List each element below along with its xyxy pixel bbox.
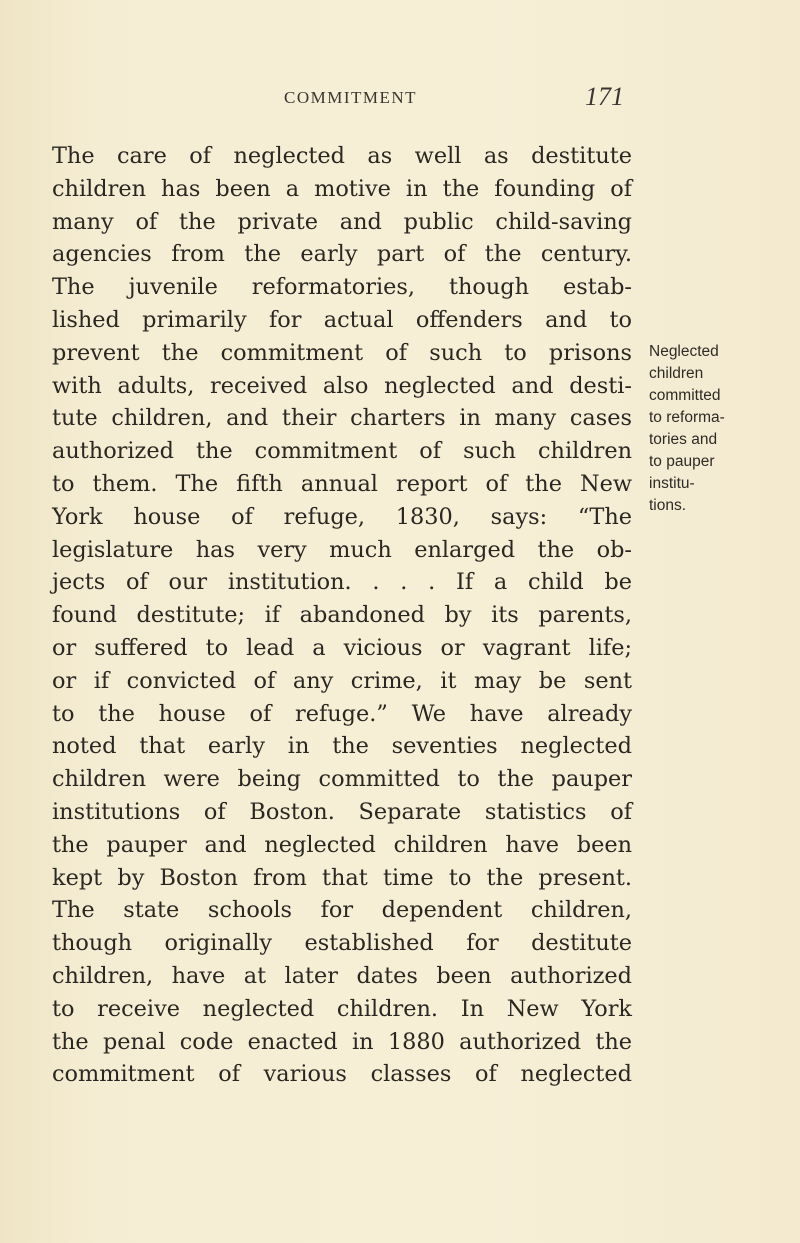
sidenote-line: children (649, 365, 704, 382)
text-line: authorized the commitment of such children (52, 438, 632, 465)
sidenote-line: to pauper (649, 453, 715, 470)
text-line: to receive neglected children. In New York (52, 995, 632, 1022)
sidenote-line: to reforma- (649, 409, 725, 426)
text-line: children were being committed to the pauper (52, 766, 632, 793)
text-line: jects of our institution. . . . If a child be (52, 569, 632, 596)
margin-sidenote (649, 341, 759, 517)
text-line: The care of neglected as well as destitute (52, 143, 632, 169)
text-line: legislature has very much enlarged the ob- (52, 536, 632, 563)
text-line: many of the private and public child-saving (52, 208, 632, 235)
text-line: children has been a motive in the founding of (52, 175, 632, 202)
text-line: institutions of Boston. Separate statistics of (52, 798, 632, 825)
text-line: prevent the commitment of such to prisons (52, 339, 632, 366)
text-line: lished primarily for actual offenders and to (52, 306, 632, 333)
page-number: 171 (585, 82, 624, 111)
running-head (0, 82, 800, 116)
text-line: the penal code enacted in 1880 authorized the (52, 1028, 632, 1055)
text-line: to the house of refuge.” We have already (52, 700, 632, 727)
text-line: The state schools for dependent children, (52, 897, 632, 924)
body-paragraph (52, 140, 632, 1091)
text-line: the pauper and neglected children have been (52, 831, 632, 858)
text-line: kept by Boston from that time to the present. (52, 864, 632, 891)
text-line: tute children, and their charters in many cases (52, 405, 632, 432)
sidenote-line: tories and (649, 431, 718, 448)
text-line: or suffered to lead a vicious or vagrant life; (52, 634, 632, 661)
text-line: The juvenile reformatories, though estab- (52, 274, 632, 301)
text-line: noted that early in the seventies neglected (52, 733, 632, 760)
text-line: or if convicted of any crime, it may be sent (52, 667, 632, 694)
text-line: with adults, received also neglected and desti- (52, 372, 632, 399)
sidenote-line: Neglected (649, 343, 719, 360)
text-line: though originally established for destitute (52, 930, 632, 957)
text-line: children, have at later dates been authorized (52, 962, 632, 989)
text-line: to them. The fifth annual report of the New (52, 470, 632, 497)
sidenote-line: tions. (649, 497, 687, 514)
text-line: agencies from the early part of the century. (52, 241, 632, 268)
sidenote-line: institu- (649, 475, 695, 492)
running-head-title: COMMITMENT (284, 88, 418, 107)
text-line: commitment of various classes of neglected (52, 1061, 632, 1088)
text-line: York house of refuge, 1830, says: “The (52, 503, 632, 530)
sidenote-line: committed (649, 387, 721, 404)
text-line: found destitute; if abandoned by its parents, (52, 602, 632, 629)
